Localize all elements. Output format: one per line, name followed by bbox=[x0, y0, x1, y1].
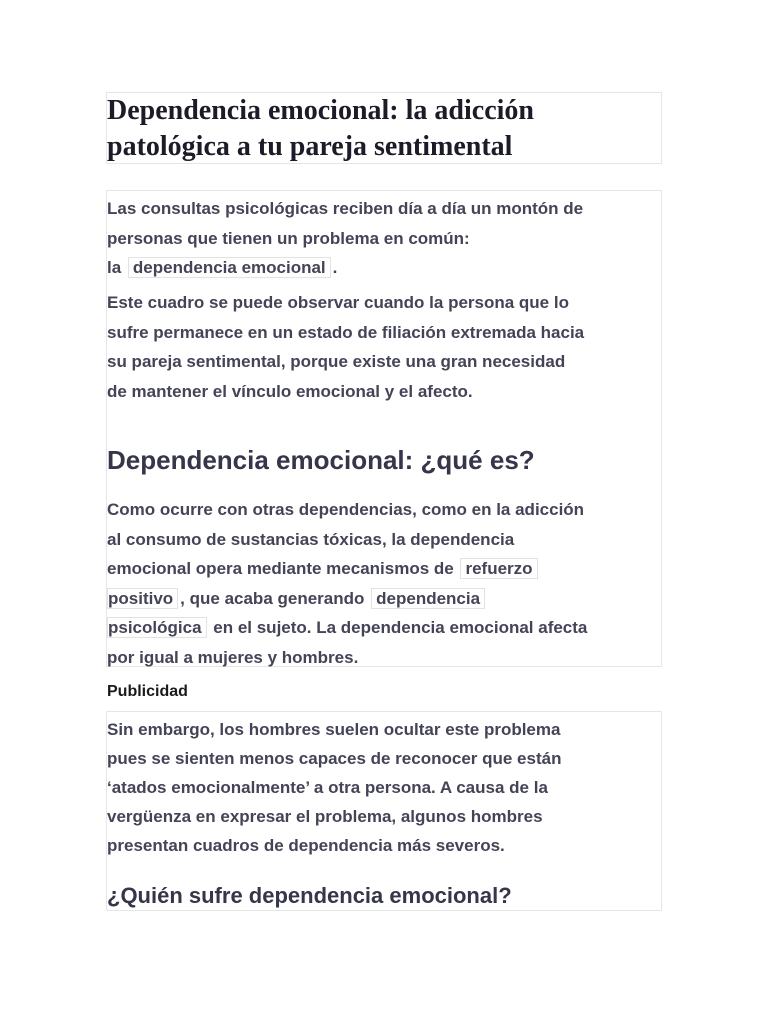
link-refuerzo-positivo-part-2[interactable]: positivo bbox=[107, 588, 178, 609]
para4-line-2: pues se sienten menos capaces de reconocer que están bbox=[107, 749, 562, 768]
intro-line-1: Las consultas psicológicas reciben día a día un montón de bbox=[107, 199, 584, 218]
para4-line-3: ‘atados emocionalmente’ a otra persona. A causa de la bbox=[107, 778, 548, 797]
intro-line-3-suffix: . bbox=[332, 258, 338, 277]
para3-line-5-text: en el sujeto. La dependencia emocional afecta bbox=[213, 618, 588, 637]
article-body-block-2 bbox=[106, 711, 662, 911]
para2-line-4: de mantener el vínculo emocional y el afecto. bbox=[107, 381, 473, 401]
para2-line-3: su pareja sentimental, porque existe una gran necesidad bbox=[107, 352, 566, 371]
article-title-line-1: Dependencia emocional: la adicción bbox=[107, 95, 534, 126]
para3-line-5 bbox=[107, 613, 587, 643]
para3-line-3 bbox=[107, 554, 540, 584]
section-heading-quien-sufre: ¿Quién sufre dependencia emocional? bbox=[107, 883, 512, 908]
advertising-label: Publicidad bbox=[107, 683, 188, 700]
link-dependencia-emocional[interactable]: dependencia emocional bbox=[128, 257, 331, 278]
link-dependencia-psicologica-part-2[interactable]: psicológica bbox=[107, 617, 207, 638]
intro-line-3 bbox=[107, 253, 337, 283]
article-title-box bbox=[106, 92, 662, 164]
para2-line-1: Este cuadro se puede observar cuando la persona que lo bbox=[107, 293, 569, 312]
para2-line-2: sufre permanece en un estado de filiación extremada hacia bbox=[107, 322, 585, 342]
link-dependencia-psicologica-part-1[interactable]: dependencia bbox=[371, 588, 485, 609]
para4-line-1: Sin embargo, los hombres suelen ocultar este problema bbox=[107, 720, 561, 739]
para3-line-3-text: emocional opera mediante mecanismos de bbox=[107, 559, 454, 578]
link-refuerzo-positivo-part-1[interactable]: refuerzo bbox=[460, 558, 537, 579]
para3-line-4 bbox=[107, 584, 487, 614]
para3-line-6: por igual a mujeres y hombres. bbox=[107, 647, 359, 667]
intro-line-3-prefix: la bbox=[107, 258, 122, 277]
para3-line-1: Como ocurre con otras dependencias, como en la adicción bbox=[107, 500, 585, 519]
para4-line-4: vergüenza en expresar el problema, algunos hombres bbox=[107, 807, 543, 826]
article-body-block-1 bbox=[106, 190, 662, 667]
article-title-line-2: patológica a tu pareja sentimental bbox=[107, 131, 513, 162]
intro-line-2: personas que tienen un problema en común: bbox=[107, 228, 470, 248]
para3-line-2: al consumo de sustancias tóxicas, la dependencia bbox=[107, 529, 515, 549]
para4-line-5: presentan cuadros de dependencia más severos. bbox=[107, 836, 505, 855]
section-heading-que-es: Dependencia emocional: ¿qué es? bbox=[107, 445, 535, 475]
para3-line-4-text: , que acaba generando bbox=[180, 588, 365, 608]
